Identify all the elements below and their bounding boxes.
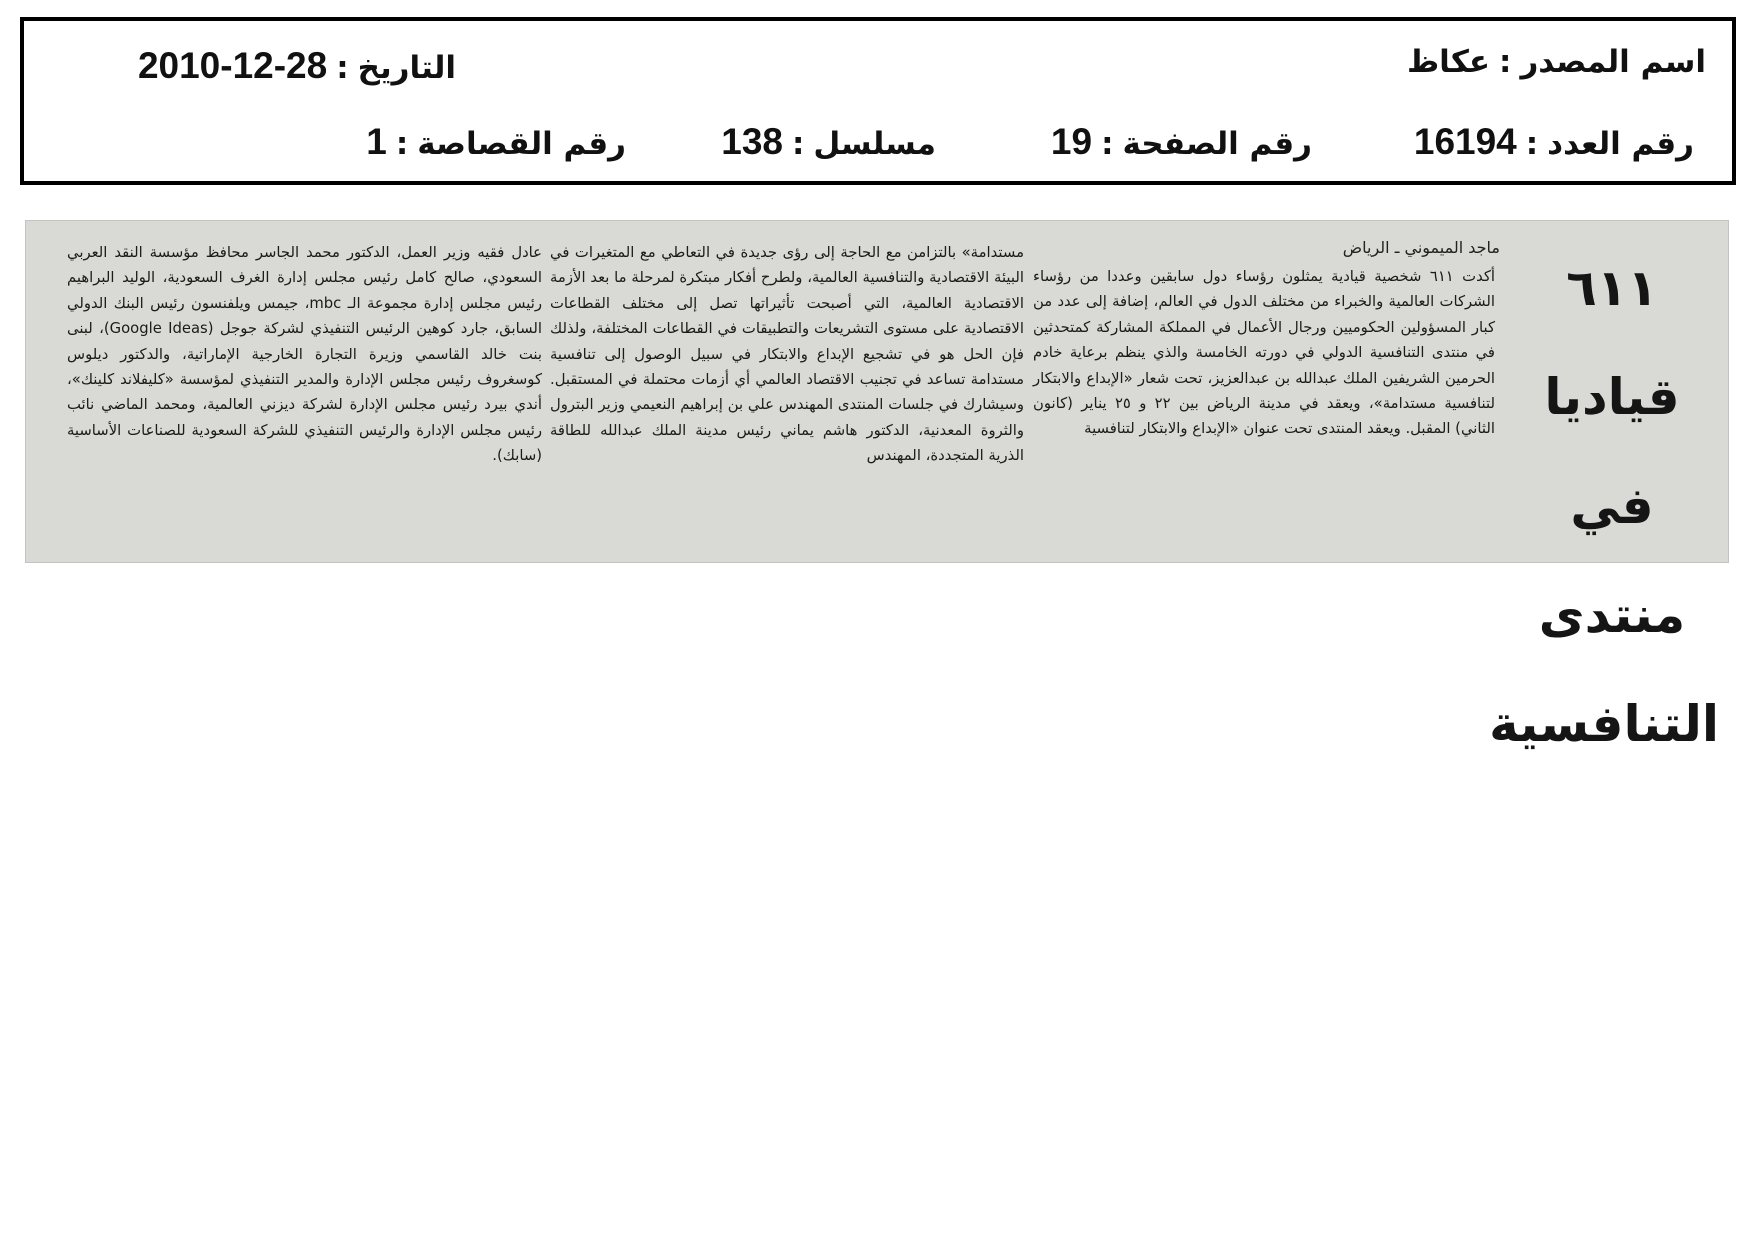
issue-separator: : bbox=[1525, 126, 1539, 162]
serial-label: مسلسل bbox=[813, 126, 936, 162]
serial-value: 138 bbox=[721, 121, 783, 162]
date-separator: : bbox=[336, 50, 349, 86]
newspaper-clipping bbox=[25, 220, 1729, 753]
article-headline: ٦١١ قياديا في منتدى التنافسية bbox=[1489, 259, 1719, 753]
page-value: 19 bbox=[1050, 121, 1093, 162]
serial-field bbox=[721, 123, 936, 160]
clip-number-label: رقم القصاصة bbox=[417, 126, 626, 162]
source-label: اسم المصدر bbox=[1520, 44, 1706, 80]
issue-label: رقم العدد bbox=[1547, 126, 1694, 162]
article-byline: ماجد الميموني ـ الرياض bbox=[1342, 238, 1500, 257]
date-field bbox=[138, 47, 456, 84]
page-separator: : bbox=[1101, 126, 1114, 162]
source-value: عكاظ bbox=[1406, 44, 1491, 80]
article-column-3: عادل فقيه وزير العمل، الدكتور محمد الجاسر محافظ مؤسسة النقد العربي السعودي، صالح كامل رئيس مجلس إدارة الغرف السعودية، الوليد البراهيم رئيس مجلس إدارة مجموعة الـ mbc، جيمس ويلفنسون رئيس البنك الدولي السابق، جارد كوهين الرئيس التنفيذي لشركة جوجل (Google Ideas)، لبنى بنت خالد القاسمي وزيرة التجارة الخارجية الإماراتية، والدكتور ديلوس كوسغروف رئيس مجلس الإدارة والمدير التنفيذي لمؤسسة «كليفلاند كلينك»، أندي بيرد رئيس مجلس الإدارة لشركة ديزني العالمية، ومحمد الماضي نائب رئيس مجلس الإدارة والرئيس التنفيذي للشركة السعودية للصناعات الأساسية (سابك). bbox=[67, 244, 542, 465]
source-separator: : bbox=[1499, 44, 1512, 80]
clip-number-separator: : bbox=[395, 126, 409, 162]
date-value: 2010-12-28 bbox=[137, 45, 328, 86]
issue-field bbox=[1414, 123, 1694, 160]
page-field bbox=[1051, 123, 1312, 160]
issue-value: 16194 bbox=[1413, 121, 1517, 162]
article-column-2: مستدامة» بالتزامن مع الحاجة إلى رؤى جديدة في التعاطي مع المتغيرات في البيئة الاقتصادية والتنافسية العالمية، ولطرح أفكار مبتكرة لمرحلة ما بعد الأزمة الاقتصادية العالمية، التي أصبحت تأثيراتها تصل إلى مختلف القطاعات الاقتصادية على مستوى التشريعات والتطبيقات في القطاعات المختلفة، ولذلك فإن الحل هو في تشجيع الإبداع والابتكار في سبيل الوصول إلى تنافسية مستدامة تساعد في تجنيب الاقتصاد العالمي أي أزمات محتملة في المستقبل. وسيشارك في جلسات المنتدى المهندس علي بن إبراهيم النعيمي وزير البترول والثروة المعدنية، الدكتور هاشم يماني رئيس مدينة الملك عبدالله للطاقة الذرية المتجددة، المهندس bbox=[550, 244, 1024, 465]
article-column-1: أكدت ٦١١ شخصية قيادية يمثلون رؤساء دول سابقين وعددا من رؤساء الشركات العالمية والخبراء من مختلف الدول في العالم، إضافة إلى عدد من كبار المسؤولين الحكوميين ورجال الأعمال في المملكة المشاركة كمتحدثين في منتدى التنافسية الدولي في دورته الخامسة والذي ينظم برعاية خادم الحرمين الشريفين الملك عبدالله بن عبدالعزيز، تحت شعار «الإبداع والابتكار لتنافسية مستدامة»، ويعقد في مدينة الرياض بين ٢٢ و ٢٥ يناير (كانون الثاني) المقبل. ويعقد المنتدى تحت عنوان «الإبداع والابتكار لتنافسية bbox=[1033, 268, 1495, 438]
serial-separator: : bbox=[791, 126, 805, 162]
date-label: التاريخ bbox=[357, 50, 456, 86]
source-field bbox=[1406, 44, 1706, 80]
clip-number-field bbox=[366, 123, 626, 160]
clip-number-value: 1 bbox=[366, 121, 387, 162]
clipping-info-box bbox=[20, 17, 1736, 185]
page-label: رقم الصفحة bbox=[1122, 126, 1312, 162]
